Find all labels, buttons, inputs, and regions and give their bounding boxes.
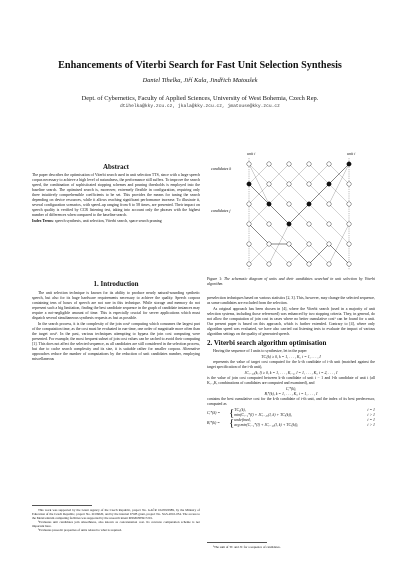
index-terms-text: : speech synthesis, unit selection, Viterbi search, space search pruning (52, 219, 162, 223)
footnote-1: ¹Evaluates unit candidates join smoothness, also known as concatenation cost. Its concrete computation scheme is not important here. (32, 520, 200, 528)
equation-best-cost: Cᵢ*(k), (285, 387, 297, 391)
abstract-heading: Abstract (102, 163, 130, 171)
c-case-2-cond: i > 1 (367, 413, 375, 417)
c-case-1-cond: i = 1 (367, 408, 375, 412)
footnotes-right (207, 541, 375, 549)
footnotes-left (32, 504, 200, 532)
footnote-rule (32, 505, 92, 506)
introduction-section (32, 282, 200, 363)
footnote-2: ²Evaluates prosodic properties of units related to what is required. (38, 528, 122, 532)
right-paragraph-6: contains the best cumulative cost for the k-th candidate of i-th unit, and the index of its best predecessor, computed as (207, 397, 375, 406)
footnote-support: This work was supported by the Grant Agency of the Czech Republic, project No. GAČR 102/09/0989, by the Ministry of Education of the Czech Republic, project No. 2C06020, and by the internal UWB grant, project No. SGS-2010-054. The access to the MetaCentrum computing facilities was supported by the research intent MSM6383917201. (32, 508, 200, 520)
candidates-k-label: candidates k (211, 166, 232, 171)
paper-affiliation: Dept. of Cybernetics, Faculty of Applied Sciences, University of West Bohemia, Czech Rep. (81, 95, 319, 102)
section-2-heading: 2. Viterbi search algorithm optimisation (207, 339, 327, 347)
figure-caption (207, 277, 375, 287)
intro-paragraph-1: The unit selection technique is known for its ability to produce nearly natural-sounding synthetic speech, but also for its huge hardware requirements necessary to achieve the quality. Speech corpora containing tens of hours of speech are not rare in this technique. While storage and memory do not represent such a big limitation, finding the best candidate sequence in the graph of candidate instances may require a not-negligible amount of time. This is especially crucial for server applications which must dispatch several simultaneous synthesis requests as fast as possible. (32, 291, 200, 320)
paper-authors: Daniel Tihelka, Jiří Kala, Jindřich Matoušek (142, 77, 258, 84)
b-case-1: undefined, (234, 418, 251, 422)
unit-i-label: unit i (347, 151, 356, 156)
index-terms-label: Index Terms (32, 219, 53, 223)
unit-i-minus-label: unit i (247, 151, 256, 156)
b-brace: { (229, 417, 235, 429)
right-column-text (207, 296, 375, 428)
b-lhs: Bᵢ*(k) = (207, 420, 220, 425)
right-paragraph-2: As original approach has been chosen in [4], where the Viterbi search (used in a majority of unit selection systems, including those referenced) was enhanced by two stopping criteria. They, in general, do not allow the computation of join cost in cases where no better cumulative cost³ can be found for a unit. Our present paper is based on this approach, which is further extended. Contrary to [4], where only algorithm speed was evaluated, we have also carried out listening tests to evaluate the impact of various algorithm settings on the quality of generated speech. (207, 307, 375, 336)
candidates-j-label: candidates j (211, 208, 231, 213)
c-case-1: TC₁(k), (234, 408, 246, 412)
abstract-section (32, 165, 200, 225)
right-paragraph-1: preselection techniques based on various statistics [2, 3]. This, however, may change the selected sequence, as some candidates are excluded from the selection. (207, 296, 375, 305)
b-case-2: arg min(Cᵢ₋₁*(l) + JCᵢ₋₁,ᵢ(l, k) + TCᵢ(k)), (234, 423, 299, 427)
footnote-rule-right (207, 542, 267, 543)
c-case-2: min(Cᵢ₋₁*(l) + JCᵢ₋₁,ᵢ(l, k) + TCᵢ(k)), (234, 413, 293, 417)
equation-b-definition (207, 418, 375, 428)
equation-best-predecessor: Bᵢ*(k), k = 1, . . . , Kᵢ, i = 1, . . . , I (264, 392, 318, 396)
right-paragraph-5: is the value of join cost computed between k-th candidate of unit i − 1 and l-th candidate of unit i (all Kᵢ₋₁Kᵢ combinations of candidates are computed and examined), and (207, 376, 375, 385)
introduction-heading: 1. Introduction (93, 280, 139, 288)
equation-target-cost: TCᵢ(k) ≥ 0, k = 1, . . . , Kᵢ, i = 1, . . . , I (261, 355, 321, 359)
intro-paragraph-2: In the search process, it is the complexity of the join cost¹ computing which consumes the largest part of the computation time, as the cost must be evaluated in run-time, one order of magnitude more often than the target cost². In the past, various techniques attempting to bypass the join cost computing were presented. For example, the most frequent subset of join cost values can be cached to avoid their computing [1]. This does not affect the selected sequence, as all candidates are still considered in the selection process, but due to cache search complexity and its size, it is suitable rather for smaller corpora. Alternative approaches reduce the number of computations by the reduction of unit candidates number, employing miscellaneous (32, 322, 200, 361)
figure-1 (207, 152, 375, 275)
paper-title: Enhancements of Viterbi Search for Fast Unit Selection Synthesis (58, 60, 342, 71)
c-brace: { (229, 407, 235, 419)
equation-join-cost: JCᵢ₋₁,ᵢ(k, l) ≥ 0, k = 1, . . . , Kᵢ₋₁, l = 1, . . . , Kᵢ, i = 2, . . . , I (244, 371, 338, 375)
footnote-3: ³The sum of TC and JC for a sequence of candidates. (213, 545, 281, 549)
figure-caption-prefix: Figure 1: (207, 277, 224, 281)
b-case-2-cond: i > 1 (367, 423, 375, 427)
figure-caption-text: The schematic diagram of units and their candidates searched in unit selection by Viterbi algorithm. (207, 277, 375, 286)
right-paragraph-3: Having the sequence of I units to synthesize, let in the paper (213, 349, 307, 353)
paper-emails: dtihelka@kky.zcu.cz, jkala@kky.zcu.cz, jmatouse@kky.zcu.cz (120, 104, 280, 109)
b-case-1-cond: i = 1 (367, 418, 375, 422)
viterbi-graph-diagram (207, 152, 375, 275)
c-lhs: Cᵢ*(k) = (207, 410, 221, 415)
abstract-text: The paper describes the optimisation of Viterbi search used in unit selection TTS, since with a large speech corpus necessary to achieve a high level of naturalness, the performance still suffers. To improve the search speed, the combination of sophisticated stopping schemes and pruning thresholds is employed into the baseline search. The optimised search is, moreover, extremely flexible in configuration, requiring only three intuitively comprehensible coefficients to be set. This provides the means for tuning the search depending on device resources, while it allows reaching significant performance increase. To illustrate it, several configuration scenarios, with speed–up ranging from 6 to 58 times, are presented. Their impact on speech quality is verified by CCR listening test, taking into account only the phrases with the highest number of differences when compared to the baseline search. (32, 173, 200, 217)
index-terms (32, 219, 200, 224)
right-paragraph-4: represents the value of target cost computed for the k-th candidate of i-th unit (matched against the target specification of the i-th unit), (207, 360, 375, 369)
